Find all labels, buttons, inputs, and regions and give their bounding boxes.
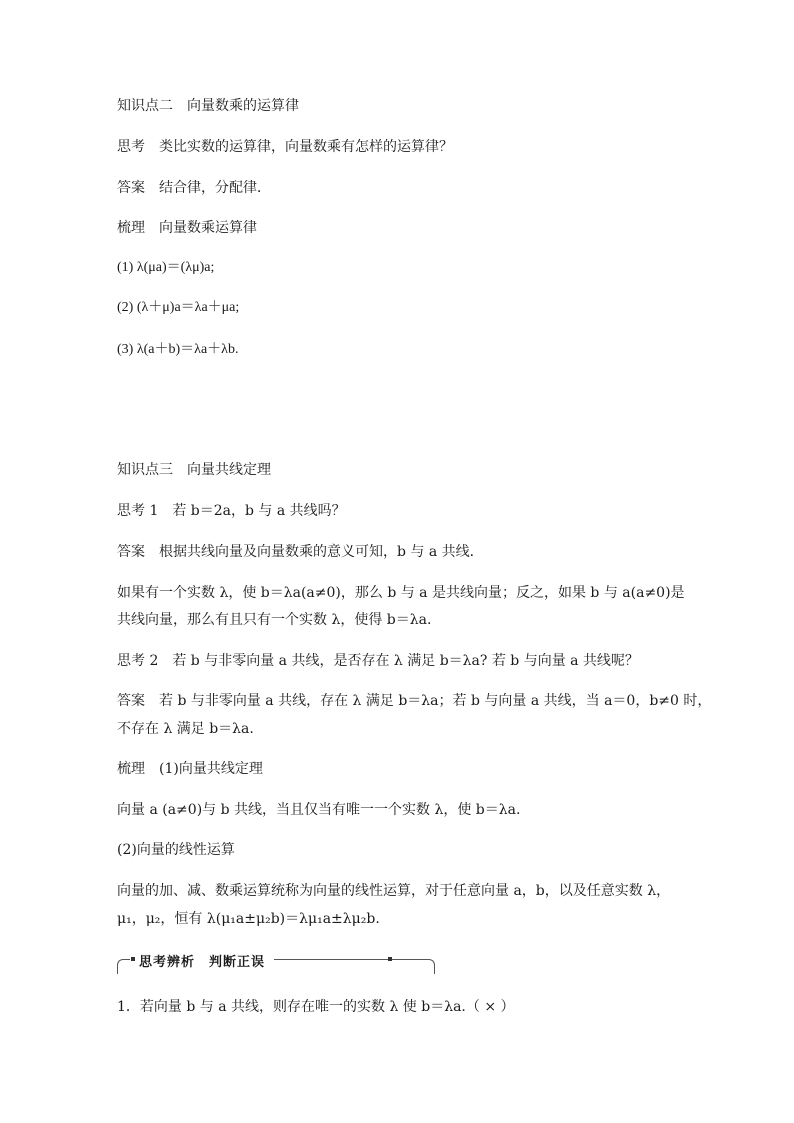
collinear-para-line1: 如果有一个实数 λ，使 b＝λa(a≠0)，那么 b 与 a 是共线向量；反之，如果 b 与 a(a≠0)是	[117, 585, 685, 601]
section3-answer1: 答案 根据共线向量及向量数乘的意义可知，b 与 a 共线．	[117, 544, 484, 560]
collinear-para-line2: 共线向量，那么有且只有一个实数 λ，使得 b＝λa.	[117, 612, 432, 628]
section2-answer: 答案 结合律，分配律．	[117, 180, 271, 196]
section3-answer2-line2: 不存在 λ 满足 b＝λa.	[117, 721, 254, 737]
law-distributive-vector: (3) λ(a＋b)＝λa＋λb.	[117, 342, 239, 357]
section3-title: 知识点三 向量共线定理	[117, 462, 271, 478]
exercise-heading: 思考辨析 判断正误	[139, 955, 266, 970]
section2-think: 思考 类比实数的运算律，向量数乘有怎样的运算律？	[117, 139, 453, 155]
heading-left-dot-icon	[131, 957, 135, 961]
law-distributive-scalar: (2) (λ＋μ)a＝λa＋μa;	[117, 300, 240, 315]
linear-op-line1: 向量的加、减、数乘运算统称为向量的线性运算，对于任意向量 a，b，以及任意实数 λ，	[117, 883, 671, 899]
exercise-heading-box	[117, 951, 435, 973]
heading-right-bracket	[274, 959, 435, 974]
heading-right-dot-icon	[388, 957, 392, 961]
heading-left-bracket	[117, 959, 130, 974]
exercise-item-1: 1．若向量 b 与 a 共线，则存在唯一的实数 λ 使 b＝λa.（ × ）	[117, 999, 515, 1015]
section3-summary1: 梳理 (1)向量共线定理	[117, 761, 263, 777]
section3-summary2: (2)向量的线性运算	[117, 842, 235, 858]
section3-think2: 思考 2 若 b 与非零向量 a 共线，是否存在 λ 满足 b＝λa? 若 b 与向量 a 共线呢？	[117, 653, 639, 669]
section2-summary: 梳理 向量数乘运算律	[117, 220, 257, 236]
section2-title: 知识点二 向量数乘的运算律	[117, 98, 299, 114]
section3-answer2-line1: 答案 若 b 与非零向量 a 共线，存在 λ 满足 b＝λa；若 b 与向量 a 共线，当 a＝0，b≠0 时，	[117, 693, 712, 709]
law-associative: (1) λ(μa)＝(λμ)a;	[117, 260, 215, 275]
linear-op-line2: μ₁，μ₂，恒有 λ(μ₁a±μ₂b)＝λμ₁a±λμ₂b.	[117, 911, 380, 927]
section3-think1: 思考 1 若 b＝2a，b 与 a 共线吗？	[117, 503, 346, 519]
collinear-theorem: 向量 a (a≠0)与 b 共线，当且仅当有唯一一个实数 λ，使 b＝λa.	[117, 802, 521, 818]
